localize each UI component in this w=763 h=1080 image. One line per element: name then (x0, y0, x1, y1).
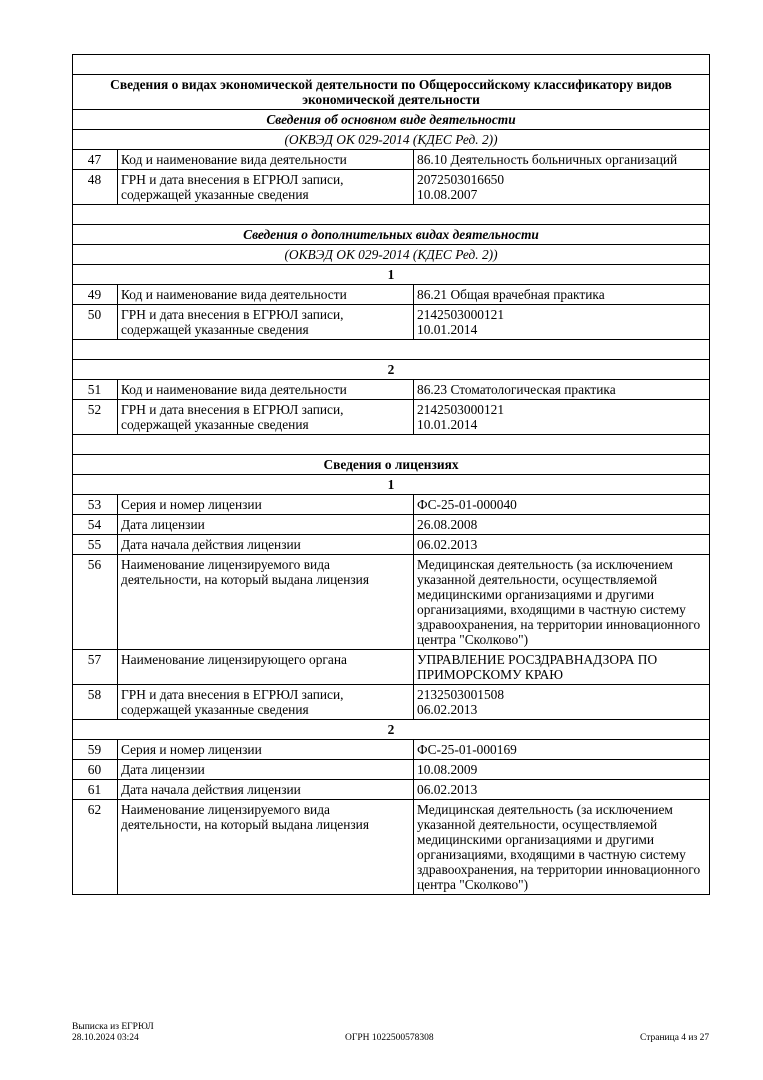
row-label: ГРН и дата внесения в ЕГРЮЛ записи, содержащей указанные сведения (118, 400, 414, 435)
main-activity-title: Сведения об основном виде деятельности (73, 110, 710, 130)
row-number: 47 (73, 150, 118, 170)
row-label: Дата лицензии (118, 515, 414, 535)
row-value: УПРАВЛЕНИЕ РОСЗДРАВНАДЗОРА ПО ПРИМОРСКОМУ КРАЮ (414, 650, 710, 685)
row-label: Код и наименование вида деятельности (118, 285, 414, 305)
row-number: 58 (73, 685, 118, 720)
grn-date: 10.08.2007 (417, 187, 478, 202)
row-label: Наименование лицензируемого вида деятельности, на который выдана лицензия (118, 555, 414, 650)
row-value: 10.08.2009 (414, 760, 710, 780)
table-row (73, 535, 710, 555)
row-label: Наименование лицензируемого вида деятельности, на который выдана лицензия (118, 800, 414, 895)
row-label: Дата начала действия лицензии (118, 780, 414, 800)
grn-number: 2142503000121 (417, 307, 505, 322)
footer-datetime: 28.10.2024 03:24 (72, 1033, 139, 1043)
grn-date: 10.01.2014 (417, 417, 478, 432)
okved-edition-row (73, 245, 710, 265)
row-label: Код и наименование вида деятельности (118, 380, 414, 400)
row-value (414, 400, 710, 435)
row-label: Серия и номер лицензии (118, 495, 414, 515)
row-number: 48 (73, 170, 118, 205)
group-number: 2 (73, 360, 710, 380)
table-row (73, 400, 710, 435)
row-value: 86.23 Стоматологическая практика (414, 380, 710, 400)
grn-date: 06.02.2013 (417, 702, 478, 717)
okved-edition: (ОКВЭД ОК 029-2014 (КДЕС Ред. 2)) (73, 245, 710, 265)
row-label: Наименование лицензирующего органа (118, 650, 414, 685)
row-label: Дата лицензии (118, 760, 414, 780)
additional-activities-title: Сведения о дополнительных видах деятельности (73, 225, 710, 245)
table-row (73, 150, 710, 170)
row-label: Код и наименование вида деятельности (118, 150, 414, 170)
footer-page-number: Страница 4 из 27 (640, 1033, 710, 1043)
row-value: 06.02.2013 (414, 535, 710, 555)
table-row (73, 760, 710, 780)
table-row (73, 515, 710, 535)
grn-date: 10.01.2014 (417, 322, 478, 337)
row-label: Серия и номер лицензии (118, 740, 414, 760)
table-row (73, 685, 710, 720)
row-value: Медицинская деятельность (за исключением указанной деятельности, осуществляемой медицинскими организациями и другими организациями, входящими в частную систему здравоохранения, на территории инновационного центра "Сколково") (414, 800, 710, 895)
row-value (414, 170, 710, 205)
row-number: 49 (73, 285, 118, 305)
row-number: 56 (73, 555, 118, 650)
table-row (73, 780, 710, 800)
licenses-title: Сведения о лицензиях (73, 455, 710, 475)
group-number: 1 (73, 475, 710, 495)
row-number: 52 (73, 400, 118, 435)
row-value: 86.10 Деятельность больничных организаций (414, 150, 710, 170)
row-label: Дата начала действия лицензии (118, 535, 414, 555)
row-value: ФС-25-01-000040 (414, 495, 710, 515)
row-value: Медицинская деятельность (за исключением указанной деятельности, осуществляемой медицинскими организациями и другими организациями, входящими в частную систему здравоохранения, на территории инновационного центра "Сколково") (414, 555, 710, 650)
footer-ogrn: ОГРН 1022500578308 (345, 1033, 434, 1043)
row-number: 60 (73, 760, 118, 780)
group-number: 2 (73, 720, 710, 740)
subsection-header-row (73, 110, 710, 130)
table-row (73, 305, 710, 340)
row-number: 57 (73, 650, 118, 685)
group-number-row (73, 360, 710, 380)
row-value: 06.02.2013 (414, 780, 710, 800)
section-header-row (73, 455, 710, 475)
empty-row (73, 340, 710, 360)
row-label: ГРН и дата внесения в ЕГРЮЛ записи, содержащей указанные сведения (118, 305, 414, 340)
row-value: 86.21 Общая врачебная практика (414, 285, 710, 305)
section-header-row (73, 75, 710, 110)
table-row (73, 740, 710, 760)
row-number: 53 (73, 495, 118, 515)
group-number: 1 (73, 265, 710, 285)
footer-document-info (72, 1022, 154, 1044)
row-value: 26.08.2008 (414, 515, 710, 535)
grn-number: 2072503016650 (417, 172, 505, 187)
group-number-row (73, 265, 710, 285)
subsection-header-row (73, 225, 710, 245)
row-label: ГРН и дата внесения в ЕГРЮЛ записи, содержащей указанные сведения (118, 685, 414, 720)
row-value (414, 305, 710, 340)
table-row (73, 380, 710, 400)
table-row (73, 800, 710, 895)
row-value (414, 685, 710, 720)
table-row (73, 285, 710, 305)
row-number: 54 (73, 515, 118, 535)
okved-edition-row (73, 130, 710, 150)
egrul-extract-table (72, 54, 710, 895)
okved-section-title: Сведения о видах экономической деятельности по Общероссийскому классификатору видов экономической деятельности (73, 75, 710, 110)
grn-number: 2132503001508 (417, 687, 505, 702)
row-number: 59 (73, 740, 118, 760)
row-number: 62 (73, 800, 118, 895)
table-row (73, 495, 710, 515)
row-value: ФС-25-01-000169 (414, 740, 710, 760)
footer-doc-name: Выписка из ЕГРЮЛ (72, 1022, 154, 1032)
grn-number: 2142503000121 (417, 402, 505, 417)
group-number-row (73, 475, 710, 495)
empty-row (73, 205, 710, 225)
row-label: ГРН и дата внесения в ЕГРЮЛ записи, содержащей указанные сведения (118, 170, 414, 205)
table-row (73, 650, 710, 685)
group-number-row (73, 720, 710, 740)
row-number: 61 (73, 780, 118, 800)
empty-row (73, 55, 710, 75)
row-number: 50 (73, 305, 118, 340)
okved-edition: (ОКВЭД ОК 029-2014 (КДЕС Ред. 2)) (73, 130, 710, 150)
table-row (73, 555, 710, 650)
empty-row (73, 435, 710, 455)
table-row (73, 170, 710, 205)
row-number: 51 (73, 380, 118, 400)
row-number: 55 (73, 535, 118, 555)
